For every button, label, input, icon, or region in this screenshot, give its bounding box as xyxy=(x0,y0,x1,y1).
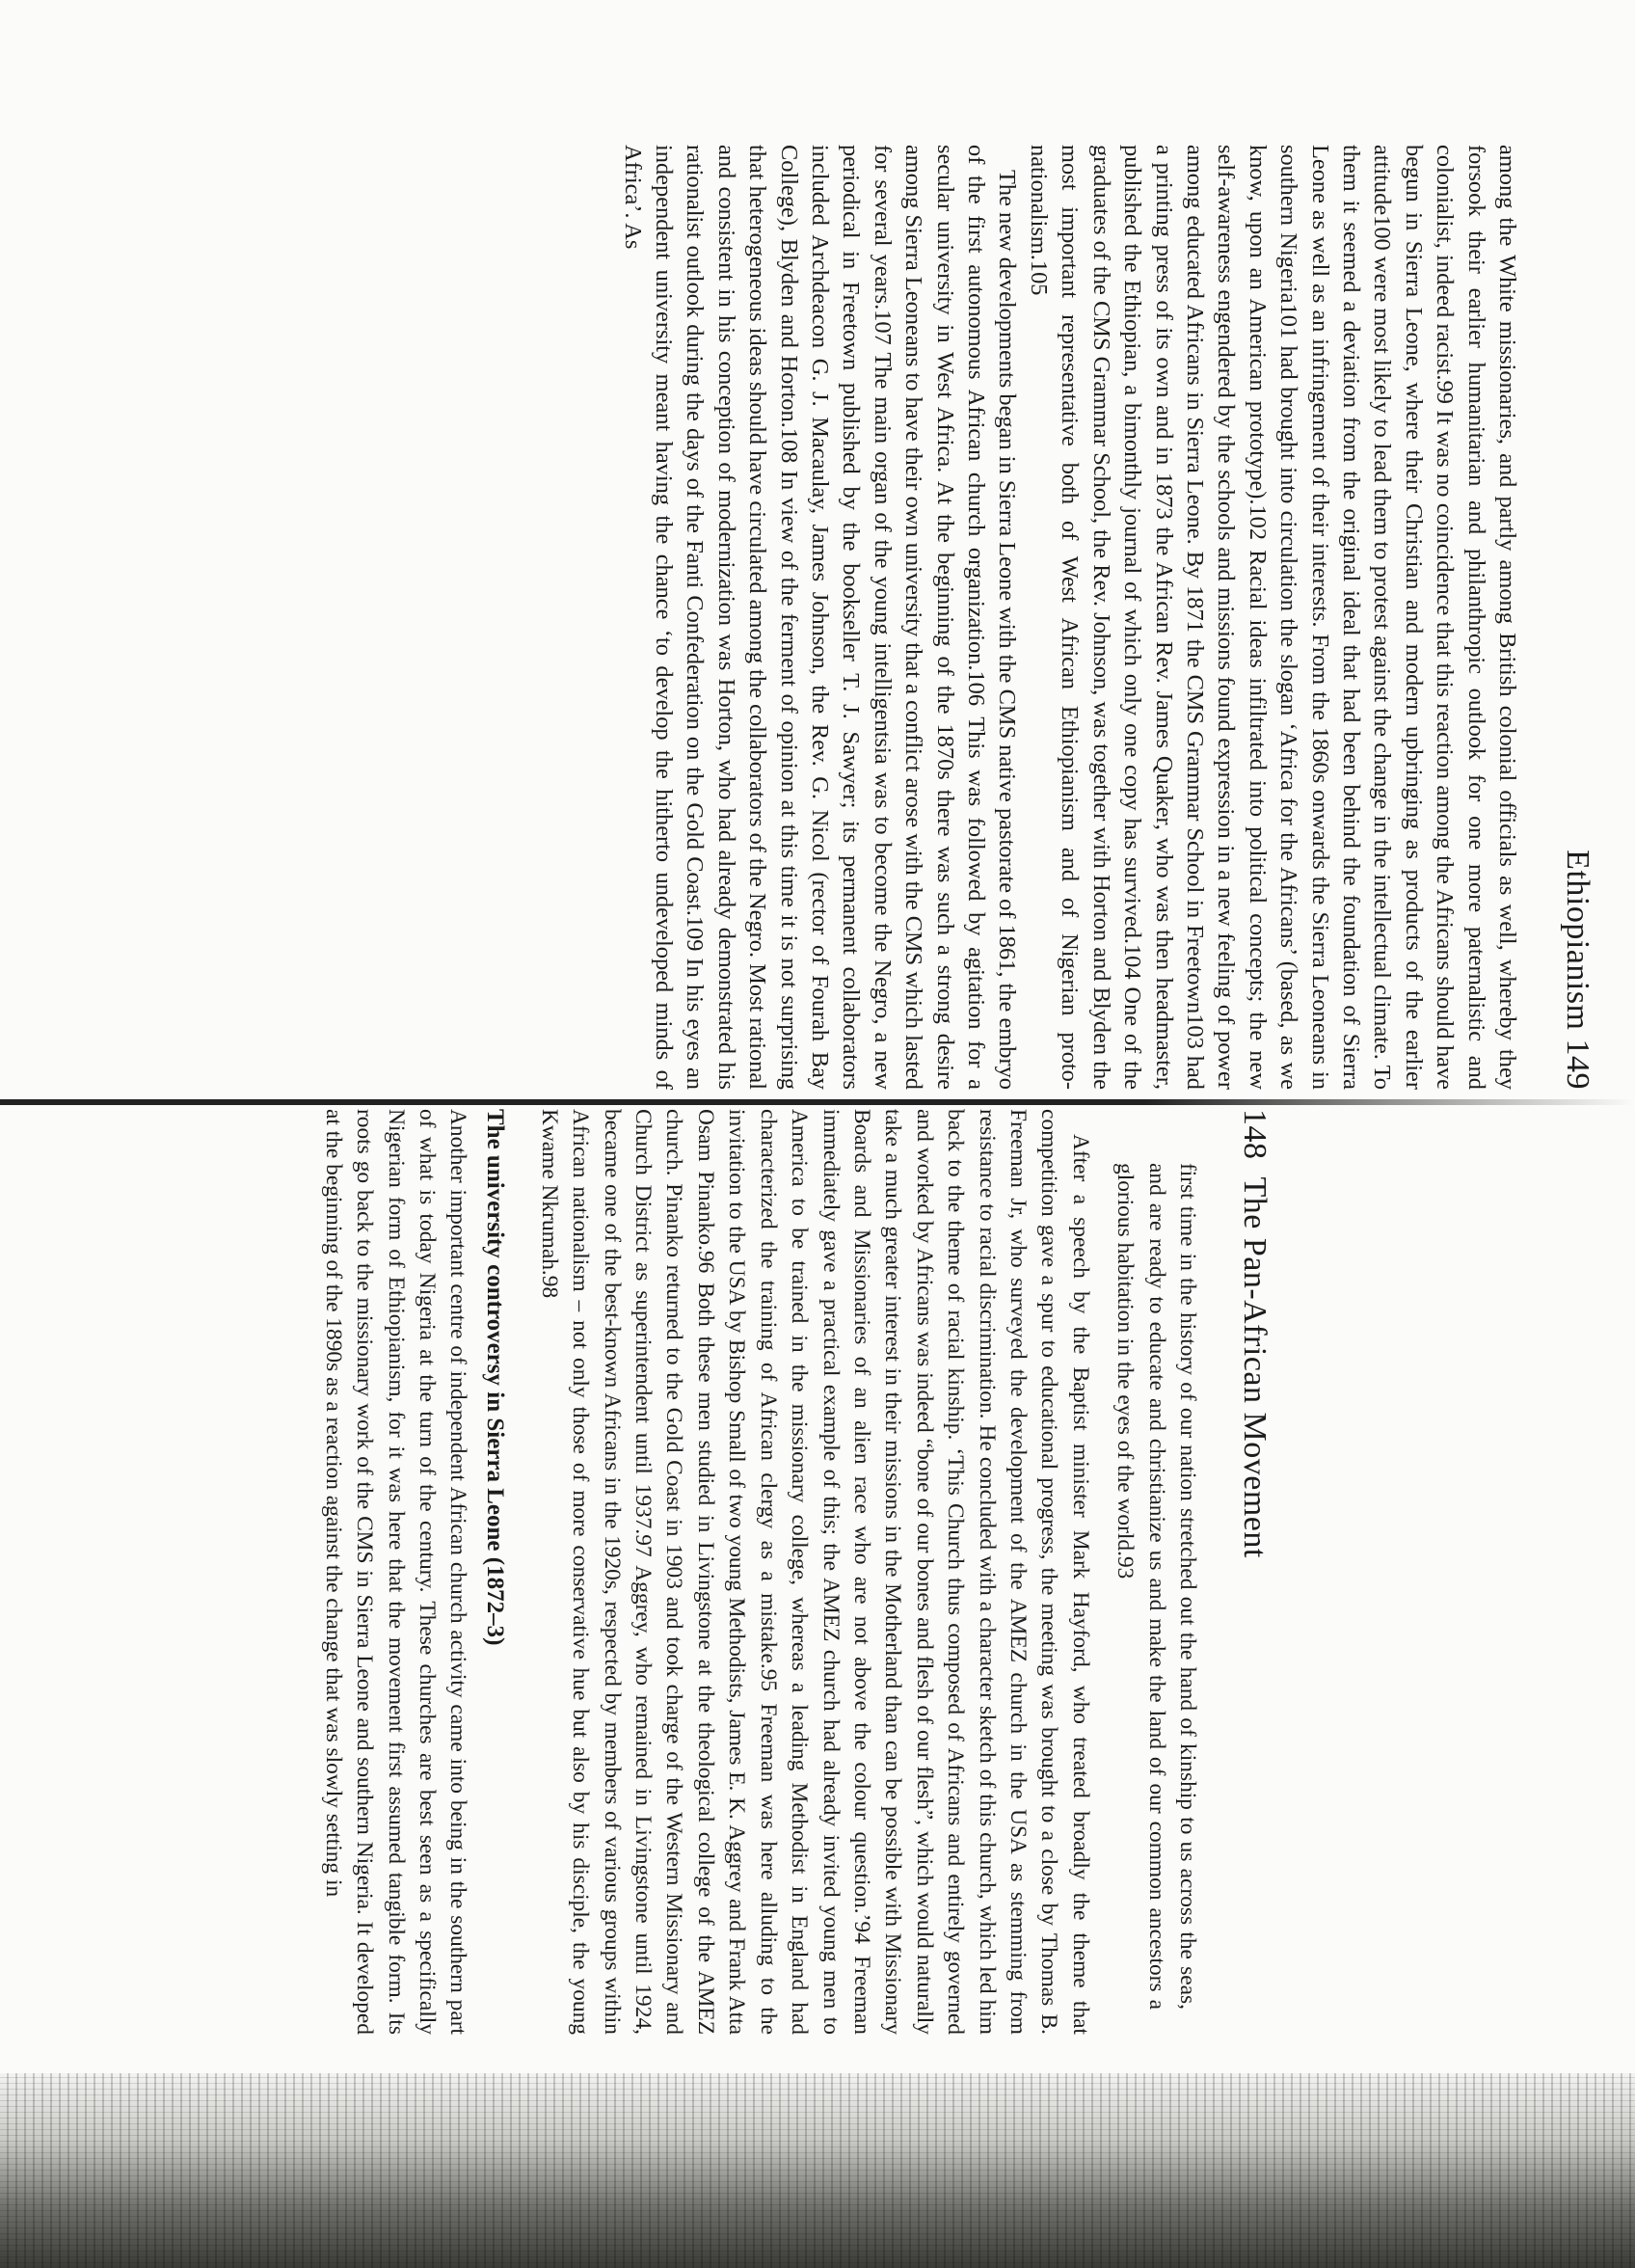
right-page-body xyxy=(616,145,1522,1090)
left-page xyxy=(135,1109,1273,2035)
section-heading: The university controversy in Sierra Leone (1872–3) xyxy=(482,1109,509,1646)
left-running-head xyxy=(1215,1109,1273,2035)
right-page xyxy=(130,145,1595,1090)
paragraph-nigeria-churches: Another important centre of independent African church activity came into being in the southern part of what is today Nigeria at the turn of the century. These churches are best seen as a specifically Nigerian form of Ethiopianism, for it was here that the movement first assumed tangible form. Its roots go back to the missionary work of the CMS in Sierra Leone and southern Nigeria. It developed at the beginning of the 1890s as a reaction against the change that was slowly setting in xyxy=(320,1109,471,2035)
left-running-head-text xyxy=(1236,1109,1273,1558)
right-running-head-text xyxy=(1559,850,1595,1090)
left-page-number: 148 xyxy=(1237,1109,1273,1160)
page-gutter xyxy=(0,1099,1635,1105)
quoted-passage: first time in the history of our nation stretched out the hand of kinship to us across the seas, and are ready to educate and christianize us and make the land of our common ancestors a glorious habitation in the eyes of the world.93 xyxy=(1112,1163,1200,2010)
left-running-title: The Pan-African Movement xyxy=(1237,1176,1273,1558)
left-page-body xyxy=(317,1109,1203,2035)
right-running-title: Ethiopianism xyxy=(1560,850,1595,1031)
book-binding-edge xyxy=(0,2073,1635,2268)
right-page-number: 149 xyxy=(1560,1039,1595,1090)
right-running-head xyxy=(1538,145,1595,1090)
paragraph-freeman-speech: After a speech by the Baptist minister Mark Hayford, who treated broadly the theme that competition gave a spur to educational progress, the meeting was brought to a close by Thomas B. Freeman Jr, who surveyed the development of the AMEZ church in the USA as stemming from resistance to racial discrimination. He concluded with a character sketch of this church, which led him back to the theme of racial kinship. ‘This Church thus composed of Africans and entirely governed and worked by Africans was indeed “bone of our bones and flesh of our flesh”, which would naturally take a much greater interest in their missions in the Motherland than can be possible with Missionary Boards and Missionaries of an alien race who are not above the colour question.’94 Freeman immediately gave a practical example of this; the AMEZ church had already invited young men to America to be trained in the missionary college, whereas a leading Methodist in England had characterized the training of African clergy as a mistake.95 Freeman was here alluding to the invitation to the USA by Bishop Small of two young Methodists, James E. K. Aggrey and Frank Atta Osam Pinanko.96 Both these men studied in Livingstone at the theological college of the AMEZ church. Pinanko returned to the Gold Coast in 1903 and took charge of the Western Missionary and Church District as superintendent until 1937.97 Aggrey, who remained in Livingstone until 1924, became one of the best-known Africans in the 1920s, respected by members of various groups within African nationalism – not only those of more conservative hue but also by his disciple, the young Kwame Nkrumah.98 xyxy=(536,1109,1093,2035)
paragraph-sierra-leone-reaction: among the White missionaries, and partly among British colonial officials as well, whereby they forsook their earlier humanitarian and philanthropic outlook for one more paternalistic and colonialist, indeed racist.99 It was no coincidence that this reaction among the Africans should have begun in Sierra Leone, where their Christian and modern upbringing as products of the earlier attitude100 were most likely to lead them to protest against the change in the intellectual climate. To them it seemed a deviation from the original ideal that had been behind the foundation of Sierra Leone as well as an infringement of their interests. From the 1860s onwards the Sierra Leoneans in southern Nigeria101 had brought into circulation the slogan ‘Africa for the Africans’ (based, as we know, upon an American prototype).102 Racial ideas infiltrated into political concepts; the new self-awareness engendered by the schools and missions found expression in a new feeling of power among educated Africans in Sierra Leone. By 1871 the CMS Grammar School in Freetown103 had a printing press of its own and in 1873 the African Rev. James Quaker, who was then headmaster, published the Ethiopian, a bimonthly journal of which only one copy has survived.104 One of the graduates of the CMS Grammar School, the Rev. Johnson, was together with Horton and Blyden the most important representative both of West African Ethiopianism and of Nigerian proto-nationalism.105 xyxy=(1025,145,1520,1090)
paragraph-university-agitation: The new developments began in Sierra Leone with the CMS native pastorate of 1861, the embryo of the first autonomous African church organization.106 This was followed by agitation for a secular university in West Africa. At the beginning of the 1870s there was such a strong desire among Sierra Leoneans to have their own university that a conflict arose with the CMS which lasted for several years.107 The main organ of the young intelligentsia was to become the Negro, a new periodical in Freetown published by the bookseller T. J. Sawyer; its permanent collaborators included Archdeacon G. J. Macaulay, James Johnson, the Rev. G. Nicol (rector of Fourah Bay College), Blyden and Horton.108 In view of the ferment of opinion at this time it is not surprising that heterogeneous ideas should have circulated among the collaborators of the Negro. Most rational and consistent in his conception of modernization was Horton, who had already demonstrated his rationalist outlook during the days of the Fanti Confederation on the Gold Coast.109 In his eyes an independent university meant having the chance ‘to develop the hitherto undeveloped minds of Africa’. As xyxy=(619,145,1021,1090)
